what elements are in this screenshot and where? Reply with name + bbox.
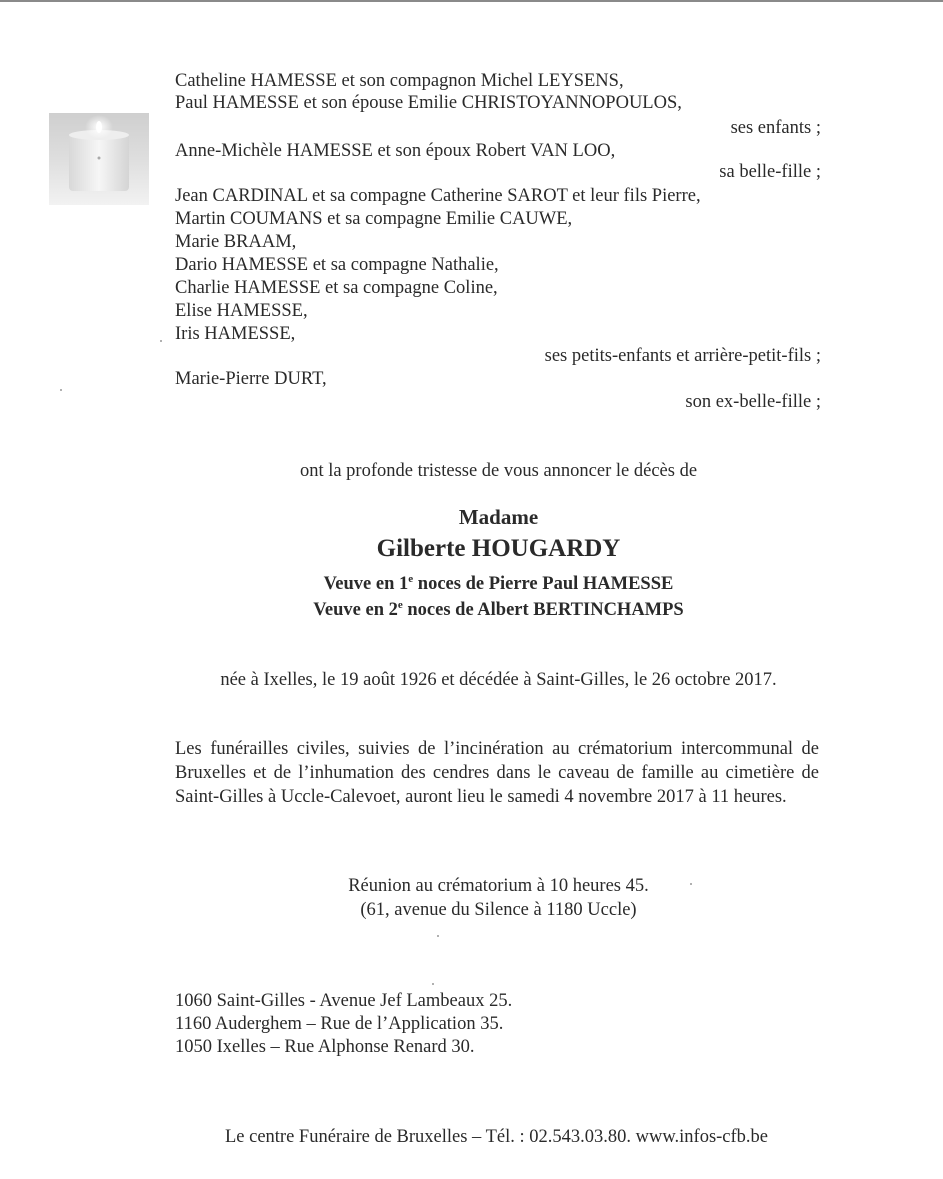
meeting-address: (61, avenue du Silence à 1180 Uccle) bbox=[360, 900, 637, 920]
family-line: Paul HAMESSE et son épouse Emilie CHRISTOYANNOPOULOS, bbox=[175, 93, 682, 113]
speck bbox=[60, 389, 62, 391]
family-role: sa belle-fille ; bbox=[719, 162, 821, 182]
meeting-time: Réunion au crématorium à 10 heures 45. bbox=[348, 876, 649, 896]
family-line: Charlie HAMESSE et sa compagne Coline, bbox=[175, 278, 498, 298]
ordinal-suffix: e bbox=[408, 572, 414, 585]
widow-suffix: noces de Albert BERTINCHAMPS bbox=[402, 600, 684, 620]
announcement: ont la profonde tristesse de vous annoncer le décès de bbox=[299, 461, 698, 481]
widow-line-2 bbox=[0, 599, 943, 621]
ordinal-suffix: e bbox=[397, 598, 403, 611]
family-role: ses enfants ; bbox=[730, 118, 821, 138]
speck bbox=[160, 340, 162, 342]
deceased-title: Madame bbox=[458, 505, 539, 529]
address-line: 1060 Saint-Gilles - Avenue Jef Lambeaux 25. bbox=[175, 991, 513, 1011]
widow-prefix: Veuve en 2 bbox=[313, 600, 398, 620]
family-line: Elise HAMESSE, bbox=[175, 301, 308, 321]
family-line: Marie-Pierre DURT, bbox=[175, 369, 327, 389]
address-line: 1050 Ixelles – Rue Alphonse Renard 30. bbox=[175, 1037, 475, 1057]
family-role: ses petits-enfants et arrière-petit-fils ; bbox=[544, 346, 821, 366]
family-line: Marie BRAAM, bbox=[175, 232, 297, 252]
widow-prefix: Veuve en 1 bbox=[323, 574, 409, 594]
speck bbox=[432, 983, 434, 985]
footer-contact: Le centre Funéraire de Bruxelles – Tél. : 02.543.03.80. www.infos-cfb.be bbox=[224, 1127, 769, 1147]
family-line: Martin COUMANS et sa compagne Emilie CAUWE, bbox=[175, 209, 573, 229]
speck bbox=[437, 935, 439, 937]
widow-line-1 bbox=[0, 573, 943, 595]
family-line: Iris HAMESSE, bbox=[175, 324, 296, 344]
page-top-edge bbox=[0, 0, 943, 2]
family-line: Anne-Michèle HAMESSE et son époux Robert VAN LOO, bbox=[175, 141, 616, 161]
candle-icon bbox=[49, 113, 149, 205]
family-line: Dario HAMESSE et sa compagne Nathalie, bbox=[175, 255, 499, 275]
deceased-name: Gilberte HOUGARDY bbox=[376, 535, 621, 562]
family-line: Catheline HAMESSE et son compagnon Michel LEYSENS, bbox=[175, 71, 624, 91]
family-role: son ex-belle-fille ; bbox=[685, 392, 821, 412]
birth-death-dates: née à Ixelles, le 19 août 1926 et décédée à Saint-Gilles, le 26 octobre 2017. bbox=[220, 670, 777, 690]
widow-suffix: noces de Pierre Paul HAMESSE bbox=[413, 574, 674, 594]
address-line: 1160 Auderghem – Rue de l’Application 35. bbox=[175, 1014, 504, 1034]
family-line: Jean CARDINAL et sa compagne Catherine SAROT et leur fils Pierre, bbox=[175, 186, 701, 206]
funeral-details: Les funérailles civiles, suivies de l’incinération au crématorium intercommunal de Bruxelles et de l’inhumation des cendres dans le caveau de famille au cimetière de Saint-Gilles à Uccle-Calevoet, auront lieu le samedi 4 novembre 2017 à 11 heures. bbox=[175, 739, 819, 807]
